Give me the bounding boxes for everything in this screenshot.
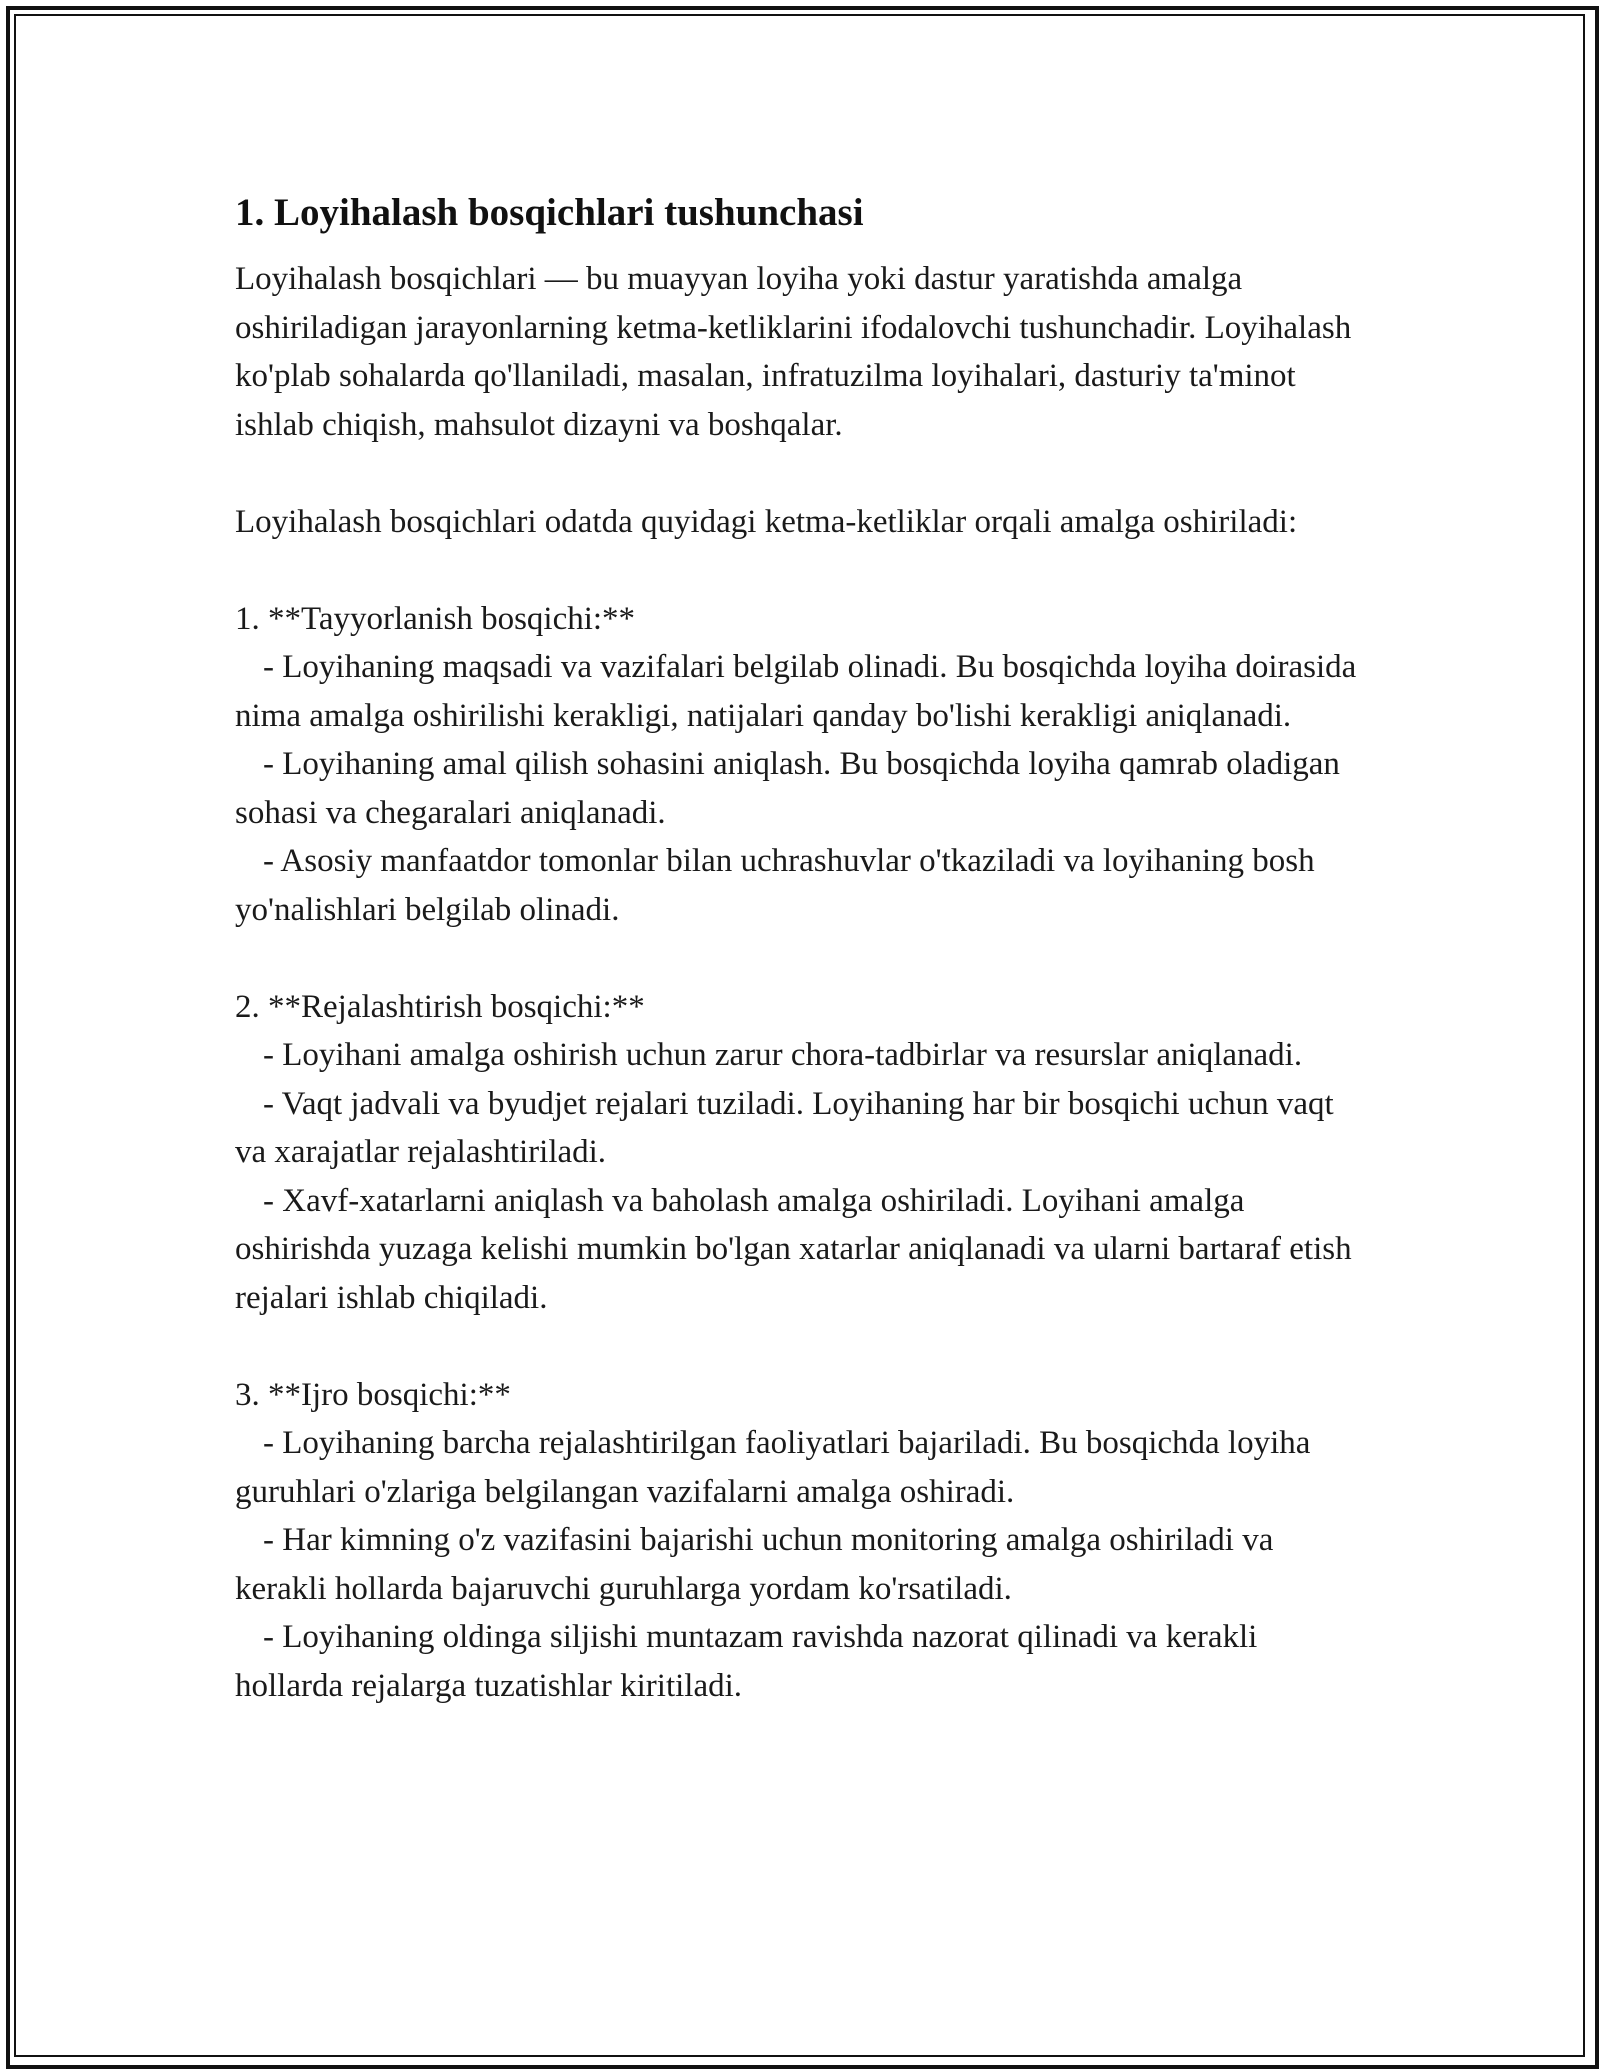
stage-bullet: - Loyihaning maqsadi va vazifalari belgilab olinadi. Bu bosqichda loyiha doirasida nima amalga oshirilishi kerakligi, natijalari qanday bo'lishi kerakligi aniqlanadi. (235, 649, 1357, 734)
stage-bullet: - Asosiy manfaatdor tomonlar bilan uchrashuvlar o'tkaziladi va loyihaning bosh yo'nalishlari belgilab olinadi. (235, 843, 1315, 928)
stage-heading: 3. **Ijro bosqichi:** (235, 1376, 511, 1413)
stage-section-1 (235, 595, 1365, 935)
stage-bullet: - Xavf-xatarlarni aniqlash va baholash amalga oshiriladi. Loyihani amalga oshirishda yuzaga kelishi mumkin bo'lgan xatarlar aniqlanadi va ularni bartaraf etish rejalari ishlab chiqiladi. (235, 1182, 1352, 1316)
stage-heading: 2. **Rejalashtirish bosqichi:** (235, 988, 645, 1025)
intro-paragraph: Loyihalash bosqichlari — bu muayyan loyiha yoki dastur yaratishda amalga oshiriladigan jarayonlarning ketma-ketliklarini ifodalovchi tushunchadir. Loyihalash ko'plab sohalarda qo'llaniladi, masalan, infratuzilma loyihalari, dasturiy ta'minot ishlab chiqish, mahsulot dizayni va boshqalar. (235, 261, 1352, 443)
stage-bullet: - Har kimning o'z vazifasini bajarishi uchun monitoring amalga oshiriladi va kerakli hollarda bajaruvchi guruhlarga yordam ko'rsatiladi. (235, 1522, 1274, 1607)
stage-heading: 1. **Tayyorlanish bosqichi:** (235, 600, 636, 637)
stage-bullet: - Loyihaning amal qilish sohasini aniqlash. Bu bosqichda loyiha qamrab oladigan sohasi va chegaralari aniqlanadi. (235, 746, 1340, 831)
document-body (235, 186, 1365, 1710)
stage-bullet: - Loyihani amalga oshirish uchun zarur chora-tadbirlar va resurslar aniqlanadi. (263, 1037, 1303, 1073)
paragraph-spacer (235, 934, 1365, 983)
paragraph-spacer (235, 546, 1365, 595)
stage-bullet: - Vaqt jadvali va byudjet rejalari tuziladi. Loyihaning har bir bosqichi uchun vaqt va xarajatlar rejalashtiriladi. (235, 1085, 1334, 1170)
stage-bullet: - Loyihaning oldinga siljishi muntazam ravishda nazorat qilinadi va kerakli hollarda rejalarga tuzatishlar kiritiladi. (235, 1619, 1258, 1704)
paragraph-spacer (235, 449, 1365, 498)
page-title: 1. Loyihalash bosqichlari tushunchasi (235, 191, 864, 234)
stage-section-3 (235, 1371, 1365, 1711)
paragraph-spacer (235, 1322, 1365, 1371)
stage-bullet: - Loyihaning barcha rejalashtirilgan faoliyatlari bajariladi. Bu bosqichda loyiha guruhlari o'zlariga belgilangan vazifalarni amalga oshiradi. (235, 1425, 1311, 1510)
lead-paragraph: Loyihalash bosqichlari odatda quyidagi ketma-ketliklar orqali amalga oshiriladi: (235, 503, 1298, 540)
stage-section-2 (235, 983, 1365, 1323)
